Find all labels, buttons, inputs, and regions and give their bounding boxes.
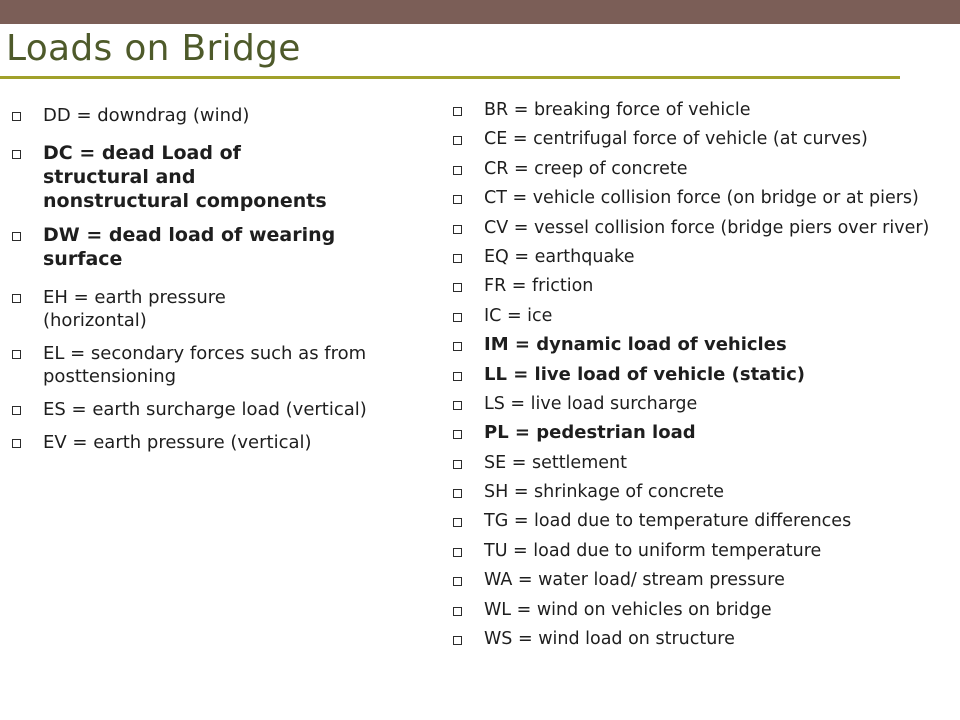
slide-title: Loads on Bridge bbox=[6, 28, 301, 69]
square-bullet-icon bbox=[12, 406, 21, 415]
list-item-text: ES = earth surcharge load (vertical) bbox=[43, 399, 367, 420]
square-bullet-icon bbox=[453, 372, 462, 381]
list-item-text: EV = earth pressure (vertical) bbox=[43, 432, 312, 453]
list-item-text: EH = earth pressure (horizontal) bbox=[43, 287, 226, 331]
square-bullet-icon bbox=[453, 430, 462, 439]
top-bar bbox=[0, 0, 960, 24]
list-item bbox=[7, 141, 343, 213]
list-item-text: TG = load due to temperature differences bbox=[484, 511, 852, 532]
list-item-text: FR = friction bbox=[484, 276, 594, 297]
square-bullet-icon bbox=[453, 577, 462, 586]
square-bullet-icon bbox=[12, 112, 21, 121]
title-underline bbox=[0, 76, 900, 79]
list-item bbox=[7, 286, 298, 332]
list-item-text: IM = dynamic load of vehicles bbox=[484, 334, 787, 356]
square-bullet-icon bbox=[453, 548, 462, 557]
list-item-text: DW = dead load of wearing surface bbox=[43, 224, 336, 270]
square-bullet-icon bbox=[453, 254, 462, 263]
list-item-text: TU = load due to uniform temperature bbox=[484, 540, 822, 561]
square-bullet-icon bbox=[453, 107, 462, 116]
list-item bbox=[448, 453, 953, 473]
right-load-list bbox=[448, 100, 953, 658]
square-bullet-icon bbox=[453, 518, 462, 527]
list-item bbox=[448, 511, 953, 531]
list-item bbox=[448, 129, 953, 149]
list-item-text: LL = live load of vehicle (static) bbox=[484, 363, 806, 385]
list-item bbox=[448, 394, 953, 414]
list-item bbox=[448, 306, 953, 326]
square-bullet-icon bbox=[453, 195, 462, 204]
list-item-text: DD = downdrag (wind) bbox=[43, 105, 250, 126]
square-bullet-icon bbox=[453, 607, 462, 616]
list-item bbox=[7, 431, 387, 454]
square-bullet-icon bbox=[12, 232, 21, 241]
list-item-text: WS = wind load on structure bbox=[484, 629, 735, 650]
square-bullet-icon bbox=[453, 225, 462, 234]
list-item-text: WA = water load/ stream pressure bbox=[484, 570, 785, 591]
list-item bbox=[448, 541, 953, 561]
list-item-text: LS = live load surcharge bbox=[484, 393, 698, 414]
square-bullet-icon bbox=[453, 489, 462, 498]
list-item-text: CV = vessel collision force (bridge piers over river) bbox=[484, 217, 930, 238]
list-item-text: CT = vehicle collision force (on bridge or at piers) bbox=[484, 188, 919, 209]
square-bullet-icon bbox=[453, 136, 462, 145]
list-item bbox=[448, 423, 953, 443]
square-bullet-icon bbox=[12, 150, 21, 159]
list-item bbox=[448, 218, 953, 238]
list-item-text: EL = secondary forces such as from posttensioning bbox=[43, 343, 367, 387]
list-item bbox=[448, 247, 953, 267]
list-item bbox=[448, 188, 953, 208]
list-item bbox=[7, 342, 383, 388]
square-bullet-icon bbox=[12, 350, 21, 359]
square-bullet-icon bbox=[453, 460, 462, 469]
list-item bbox=[448, 276, 953, 296]
list-item bbox=[448, 600, 953, 620]
list-item bbox=[448, 482, 953, 502]
square-bullet-icon bbox=[453, 166, 462, 175]
list-item-text: BR = breaking force of vehicle bbox=[484, 100, 751, 120]
square-bullet-icon bbox=[453, 342, 462, 351]
list-item bbox=[448, 335, 953, 355]
square-bullet-icon bbox=[12, 294, 21, 303]
list-item bbox=[448, 570, 953, 590]
square-bullet-icon bbox=[453, 636, 462, 645]
list-item-text: CE = centrifugal force of vehicle (at curves) bbox=[484, 129, 868, 150]
list-item-text: WL = wind on vehicles on bridge bbox=[484, 599, 772, 620]
list-item-text: IC = ice bbox=[484, 305, 553, 326]
square-bullet-icon bbox=[453, 313, 462, 322]
list-item bbox=[448, 365, 953, 385]
square-bullet-icon bbox=[453, 401, 462, 410]
list-item-text: SH = shrinkage of concrete bbox=[484, 482, 725, 503]
list-item bbox=[7, 223, 387, 271]
list-item-text: CR = creep of concrete bbox=[484, 158, 688, 179]
square-bullet-icon bbox=[12, 439, 21, 448]
list-item bbox=[448, 159, 953, 179]
list-item-text: SE = settlement bbox=[484, 452, 627, 473]
list-item bbox=[7, 398, 368, 421]
list-item-text: DC = dead Load of structural and nonstructural components bbox=[43, 142, 327, 212]
list-item bbox=[448, 629, 953, 649]
list-item-text: EQ = earthquake bbox=[484, 246, 635, 267]
list-item-text: PL = pedestrian load bbox=[484, 422, 696, 444]
list-item bbox=[7, 104, 387, 127]
list-item bbox=[448, 100, 953, 120]
left-load-list bbox=[7, 104, 387, 464]
square-bullet-icon bbox=[453, 283, 462, 292]
